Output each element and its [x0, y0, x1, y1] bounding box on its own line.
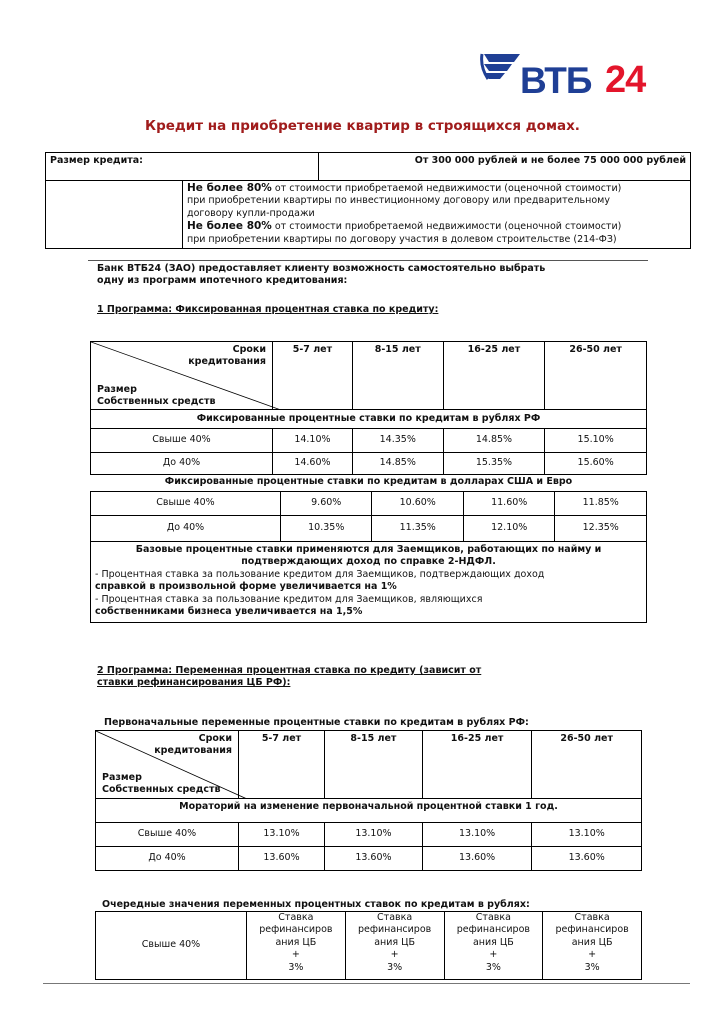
formula-cell [543, 912, 642, 980]
next-rates-caption: Очередные значения переменных процентных ставок по кредитам в рублях: [102, 899, 530, 910]
formula-line: рефинансиров [555, 924, 629, 936]
corner-bottom-line2: Собственных средств [102, 784, 221, 796]
row-label: Свыше 40% [91, 492, 281, 516]
rate-cell: 15.35% [443, 453, 545, 475]
formula-cell [444, 912, 543, 980]
formula-line: + [291, 949, 300, 961]
formula-line: рефинансиров [259, 924, 333, 936]
formula-line: рефинансиров [456, 924, 530, 936]
rate-cell: 15.60% [545, 453, 647, 475]
program2-caption: Первоначальные переменные процентные ставки по кредитам в рублях РФ: [104, 717, 529, 728]
rate-cell: 15.10% [545, 429, 647, 453]
corner-top-line2: кредитования [188, 356, 266, 368]
corner-top [154, 733, 232, 758]
rate-cell: 13.10% [239, 823, 325, 847]
corner-bottom [97, 384, 216, 409]
note-5: - Процентная ставка за пользование кредитом для Заемщиков, являющихся [95, 593, 483, 605]
rate-cell: 10.60% [372, 492, 463, 516]
term-header: 26-50 лет [545, 342, 647, 410]
program1-heading: 1 Программа: Фиксированная процентная ставка по кредиту: [97, 304, 439, 315]
row-label: До 40% [91, 453, 273, 475]
ratio-bold-1: Не более 80% [187, 182, 272, 194]
term-header: 16-25 лет [443, 342, 545, 410]
program2-heading-2: ставки рефинансирования ЦБ РФ): [97, 677, 291, 689]
rate-cell: 11.85% [555, 492, 647, 516]
ratio-rest-4: от стоимости приобретаемой недвижимости (оценочной стоимости) [271, 221, 622, 233]
corner-cell [91, 342, 273, 410]
formula-line: Ставка [574, 912, 610, 923]
ratio-line-2: при приобретении квартиры по инвестиционному договору или предварительному [187, 195, 610, 207]
rate-cell: 14.35% [352, 429, 443, 453]
note-2: подтверждающих доход по справке 2-НДФЛ. [241, 556, 496, 568]
rate-cell: 13.10% [422, 823, 532, 847]
intro-line-2: одну из программ ипотечного кредитования: [97, 275, 348, 287]
ratio-text [183, 181, 691, 249]
logo-text-24: 24 [605, 59, 646, 101]
ratio-line-3: договору купли-продажи [187, 207, 315, 219]
program1-header-table [90, 341, 647, 475]
term-header: 8-15 лет [352, 342, 443, 410]
loan-size-table [45, 152, 691, 181]
row-label: Свыше 40% [96, 912, 247, 980]
formula-line: 3% [485, 961, 501, 973]
rate-cell: 14.10% [273, 429, 353, 453]
moratorium-note: Мораторий на изменение первоначальной процентной ставки 1 год. [96, 799, 642, 823]
ratio-bold-4: Не более 80% [187, 220, 272, 233]
formula-line: Ставка [278, 912, 314, 923]
loan-size-value: От 300 000 рублей и не более 75 000 000 рублей [319, 153, 691, 181]
corner-top [188, 344, 266, 369]
intro-line-1: Банк ВТБ24 (ЗАО) предоставляет клиенту возможность самостоятельно выбрать [97, 263, 546, 274]
usd-caption: Фиксированные процентные ставки по кредитам в долларах США и Евро [164, 476, 573, 487]
corner-bottom-line2: Собственных средств [97, 396, 216, 408]
rate-cell: 14.85% [443, 429, 545, 453]
note-1: Базовые процентные ставки применяются для Заемщиков, работающих по найму и [135, 544, 602, 555]
row-label: Свыше 40% [91, 429, 273, 453]
rate-cell: 14.60% [273, 453, 353, 475]
footer-line [43, 983, 690, 984]
divider-line [88, 260, 648, 261]
ratio-rest-1: от стоимости приобретаемой недвижимости (оценочной стоимости) [271, 183, 622, 194]
rate-cell: 14.85% [352, 453, 443, 475]
formula-line: 3% [288, 961, 304, 973]
corner-top-line1: Сроки [232, 344, 266, 355]
formula-line: 3% [584, 961, 600, 973]
program2-heading [97, 665, 481, 690]
formula-cell [345, 912, 444, 980]
row-label: До 40% [96, 847, 239, 871]
program2-heading-1: 2 Программа: Переменная процентная ставка по кредиту (зависит от [97, 665, 482, 676]
rub-caption: Фиксированные процентные ставки по кредитам в рублях РФ [91, 410, 647, 429]
term-header: 26-50 лет [532, 731, 642, 799]
term-header: 16-25 лет [422, 731, 532, 799]
ratio-line-5: при приобретении квартиры по договору участия в долевом строительстве (214-ФЗ) [187, 233, 617, 245]
blank-cell [46, 181, 183, 249]
formula-line: ания ЦБ [472, 936, 514, 948]
rate-cell: 13.10% [532, 823, 642, 847]
formula-line: + [489, 949, 498, 961]
rate-cell: 13.60% [422, 847, 532, 871]
rate-cell: 13.60% [239, 847, 325, 871]
term-header: 5-7 лет [273, 342, 353, 410]
formula-line: ания ЦБ [374, 936, 416, 948]
formula-line: + [588, 949, 597, 961]
corner-bottom-line1: Размер [102, 772, 142, 783]
row-label: Свыше 40% [96, 823, 239, 847]
formula-line: 3% [387, 961, 403, 973]
rate-cell: 11.60% [463, 492, 554, 516]
rate-cell: 13.10% [325, 823, 423, 847]
formula-line: + [390, 949, 399, 961]
intro-text [97, 263, 545, 288]
next-rates-table [95, 911, 642, 980]
logo-text-vtb: ВТБ [520, 60, 592, 101]
rate-cell: 9.60% [281, 492, 372, 516]
rate-cell: 10.35% [281, 516, 372, 542]
note-3: - Процентная ставка за пользование кредитом для Заемщиков, подтверждающих доход [95, 568, 545, 580]
page-title: Кредит на приобретение квартир в строящихся домах. [145, 118, 580, 134]
corner-bottom-line1: Размер [97, 384, 137, 395]
term-header: 5-7 лет [239, 731, 325, 799]
row-label: До 40% [91, 516, 281, 542]
formula-cell [247, 912, 346, 980]
formula-line: рефинансиров [357, 924, 432, 936]
program2-table [95, 730, 642, 871]
corner-bottom [102, 772, 221, 797]
corner-cell [96, 731, 239, 799]
program1-usd-table [90, 491, 647, 623]
rate-cell: 11.35% [372, 516, 463, 542]
loan-ratio-table [45, 180, 691, 249]
corner-top-line2: кредитования [154, 745, 232, 757]
formula-line: Ставка [475, 912, 511, 923]
term-header: 8-15 лет [325, 731, 423, 799]
loan-size-label: Размер кредита: [46, 153, 319, 181]
rate-cell: 12.35% [555, 516, 647, 542]
note-6: собственниками бизнеса увеличивается на 1,5% [95, 606, 363, 618]
rate-notes [91, 542, 647, 623]
rate-cell: 13.60% [325, 847, 423, 871]
rate-cell: 12.10% [463, 516, 554, 542]
formula-line: Ставка [377, 912, 413, 923]
note-4: справкой в произвольной форме увеличивается на 1% [95, 581, 397, 593]
rate-cell: 13.60% [532, 847, 642, 871]
formula-line: ания ЦБ [571, 936, 613, 948]
corner-top-line1: Сроки [198, 733, 232, 744]
vtb24-logo [480, 52, 665, 102]
formula-line: ания ЦБ [275, 936, 317, 948]
